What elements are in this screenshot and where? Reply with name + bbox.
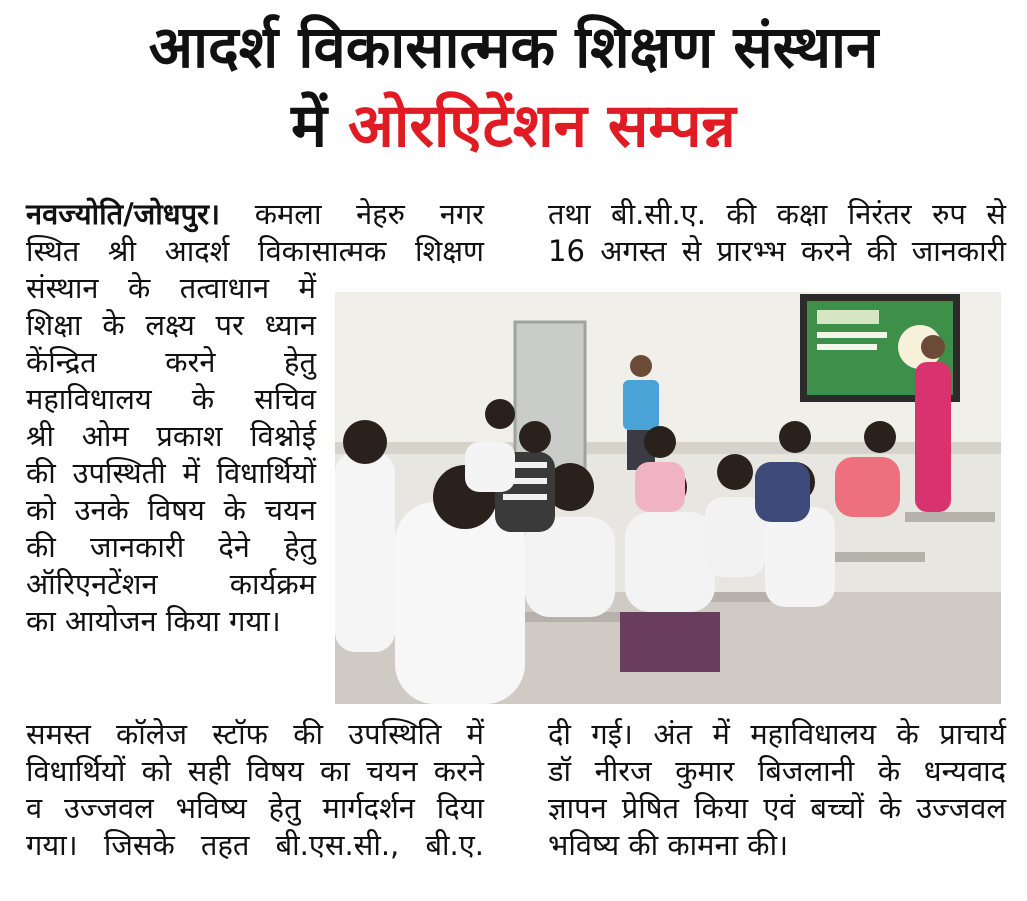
article-left-line-8: की उपस्थिती में विधार्थियों	[26, 456, 316, 490]
article-left-line-9: को उनके विषय के चयन	[26, 493, 316, 527]
headline-line-1: आदर्श विकासात्मक शिक्षण संस्थान	[148, 13, 879, 81]
article-right-line-2: 16 अगस्त से प्रारभ्भ करने की जानकारी	[548, 234, 1006, 268]
article-left-bottom-line-4: गया। जिसके तहत बी.एस.सी., बी.ए.	[26, 828, 484, 862]
classroom-illustration	[335, 292, 1001, 704]
classroom-photo	[335, 292, 1001, 704]
article-left-line-10: की जानकारी देने हेतु	[26, 530, 316, 564]
article-left-text: कमला नेहरु नगर	[254, 197, 485, 231]
article-left-line-4: शिक्षा के लक्ष्य पर ध्यान	[26, 308, 316, 342]
article-left-line-12: का आयोजन किया गया।	[26, 604, 281, 638]
article-left-bottom-line-1: समस्त कॉलेज स्टॉफ की उपस्थिति में	[26, 717, 484, 751]
article-right-bottom-line-2: डॉ नीरज कुमार बिजलानी के धन्यवाद	[548, 754, 1006, 788]
article-left-line-5: केंन्द्रित करने हेतु	[26, 345, 316, 379]
article-left-bottom-line-2: विधार्थियों को सही विषय का चयन करने	[26, 754, 484, 788]
article-right-line-1: तथा बी.सी.ए. की कक्षा निरंतर रुप से	[548, 197, 1006, 231]
dateline: नवज्योति/जोधपुर।	[26, 197, 220, 231]
headline-line-2	[0, 91, 1027, 161]
article-left-line-7: श्री ओम प्रकाश विश्नोई	[26, 419, 316, 453]
article-left-bottom-line-3: व उज्जवल भविष्य हेतु मार्गदर्शन दिया	[26, 791, 484, 825]
article-left-line-2: स्थित श्री आदर्श विकासात्मक शिक्षण	[26, 234, 484, 268]
article-right-bottom-line-3: ज्ञापन प्रेषित किया एवं बच्चों के उज्जवल	[548, 791, 1006, 825]
article-right-bottom-line-1: दी गई। अंत में महाविधालय के प्राचार्य	[548, 717, 1006, 751]
article-left-line-1	[26, 196, 484, 233]
headline-highlight: ओरएिटेंशन सम्पन्न	[347, 91, 736, 161]
article-right-bottom-line-4: भविष्य की कामना की।	[548, 828, 789, 862]
headline-prefix: में	[291, 91, 328, 161]
article-left-line-11: ऑरिएनटेंशन कार्यक्रम	[26, 567, 316, 601]
article-left-line-3: संस्थान के तत्वाधान में	[26, 271, 316, 305]
article-left-line-6: महाविधालय के सचिव	[26, 382, 316, 416]
